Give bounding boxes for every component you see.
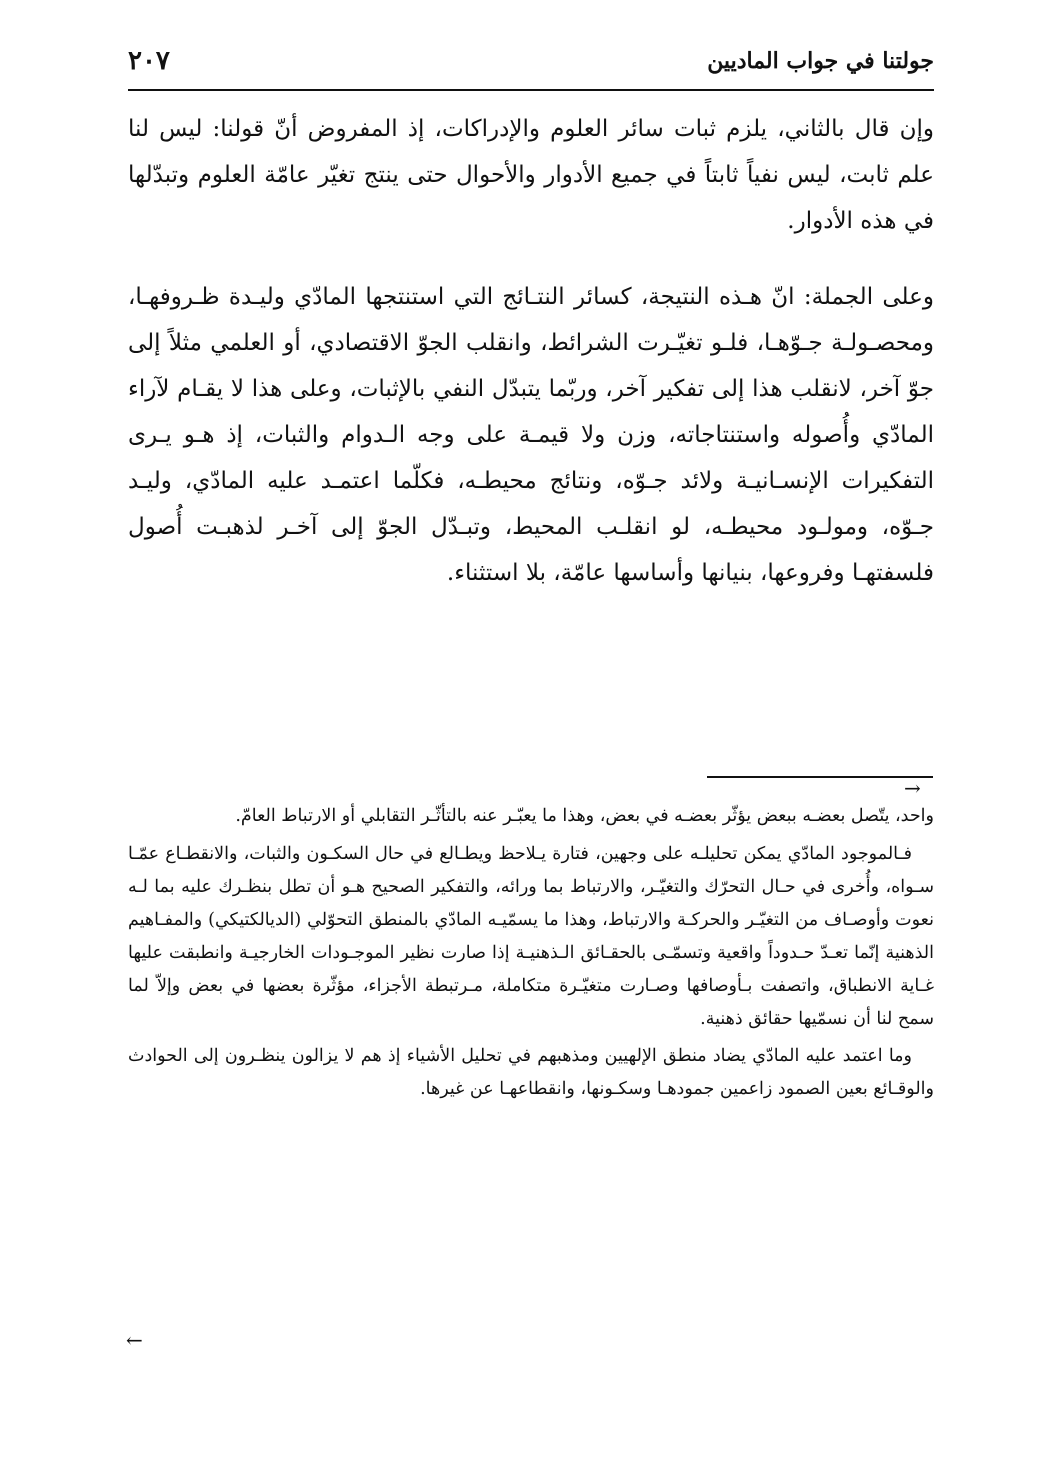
- body-paragraph: وعلى الجملة: انّ هـذه النتيجة، كسائر النتـائج التي استنتجها المادّي وليـدة ظـروفهـا، ومحصـولـة جـوّهـا، فلـو تغيّـرت الشرائط، وانقلب الجوّ الاقتصادي، أو العلمي مثلاً إلى جوّ آخر، لانقلب هذا إلى تفكير آخر، وربّما يتبدّل النفي بالإثبات، وعلى هذا لا يقـام لآراء المادّي وأُصوله واستنتاجاته، وزن ولا قيمـة على وجه الـدوام والثبات، إذ هـو يـرى التفكيرات الإنسـانيـة ولائد جـوّه، ونتائج محيطـه، فكلّما اعتمـد عليه المادّي، وليـد جـوّه، ومولـود محيطـه، لو انقلـب المحيط، وتبـدّل الجوّ إلى آخـر لذهبـت أُصول فلسفتهـا وفروعها، بنيانها وأساسها عامّة، بلا استثناء.: [128, 284, 934, 586]
- footnotes: [128, 800, 934, 1106]
- main-text: [128, 106, 934, 596]
- footnote-divider: [707, 776, 933, 778]
- footnote-paragraph: فـالموجود المادّي يمكن تحليلـه على وجهين، فتارة يـلاحظ ويطـالع في حال السكـون والثبات، والانقطـاع عمّـا سـواه، وأُخرى في حـال التحرّك والتغيّـر، والارتباط بما ورائه، والتفكير الصحيح هـو أن تطل بنظـرك عليه بما لـه نعوت وأوصـاف من التغيّـر والحركـة والارتباط، وهذا ما يسمّيـه المادّي بالمنطق التحوّلي (الديالكتيكي) والمفـاهيم الذهنية إنّما تعـدّ حـدوداً واقعية وتسمّـى بالحقـائق الـذهنيـة إذا صارت نظير الموجـودات الخارجيـة وانطبقت عليها غـاية الانطباق، واتصفت بـأوصافها وصـارت متغيّـرة متكاملة، مـرتبطة الأجزاء، مؤثّرة بعضها في بعض وإلاّ لما سمح لنا أن نسمّيها حقائق ذهنية.: [128, 844, 934, 1029]
- footnote-paragraph: واحد، يتّصل بعضـه ببعض يؤثّر بعضـه في بعض، وهذا ما يعبّـر عنه بالتأثّـر التقابلي أو الارتباط العامّ.: [235, 806, 934, 826]
- footnote-paragraph: وما اعتمد عليه المادّي يضاد منطق الإلهيين ومذهبهم في تحليل الأشياء إذ هم لا يزالون ينظـرون إلى الحوادث والوقـائع بعين الصمود زاعمين جمودهـا وسكـونها، وانقطاعهـا عن غيرها.: [128, 1046, 934, 1099]
- header-divider: [128, 89, 934, 91]
- body-paragraph: وإن قال بالثاني، يلزم ثبات سائر العلوم والإدراكات، إذ المفروض أنّ قولنا: ليس لنا علم ثابت، ليس نفياً ثابتاً في جميع الأدوار والأحوال حتى ينتج تغيّر عامّة العلوم وتبدّلها في هذه الأدوار.: [128, 116, 934, 234]
- continuation-arrow-icon: →: [904, 776, 921, 800]
- running-title: جولتنا في جواب الماديين: [707, 48, 934, 74]
- page-number: ٢٠٧: [128, 46, 170, 76]
- continuation-arrow-icon: ←: [126, 1328, 143, 1352]
- page-header: [128, 40, 934, 88]
